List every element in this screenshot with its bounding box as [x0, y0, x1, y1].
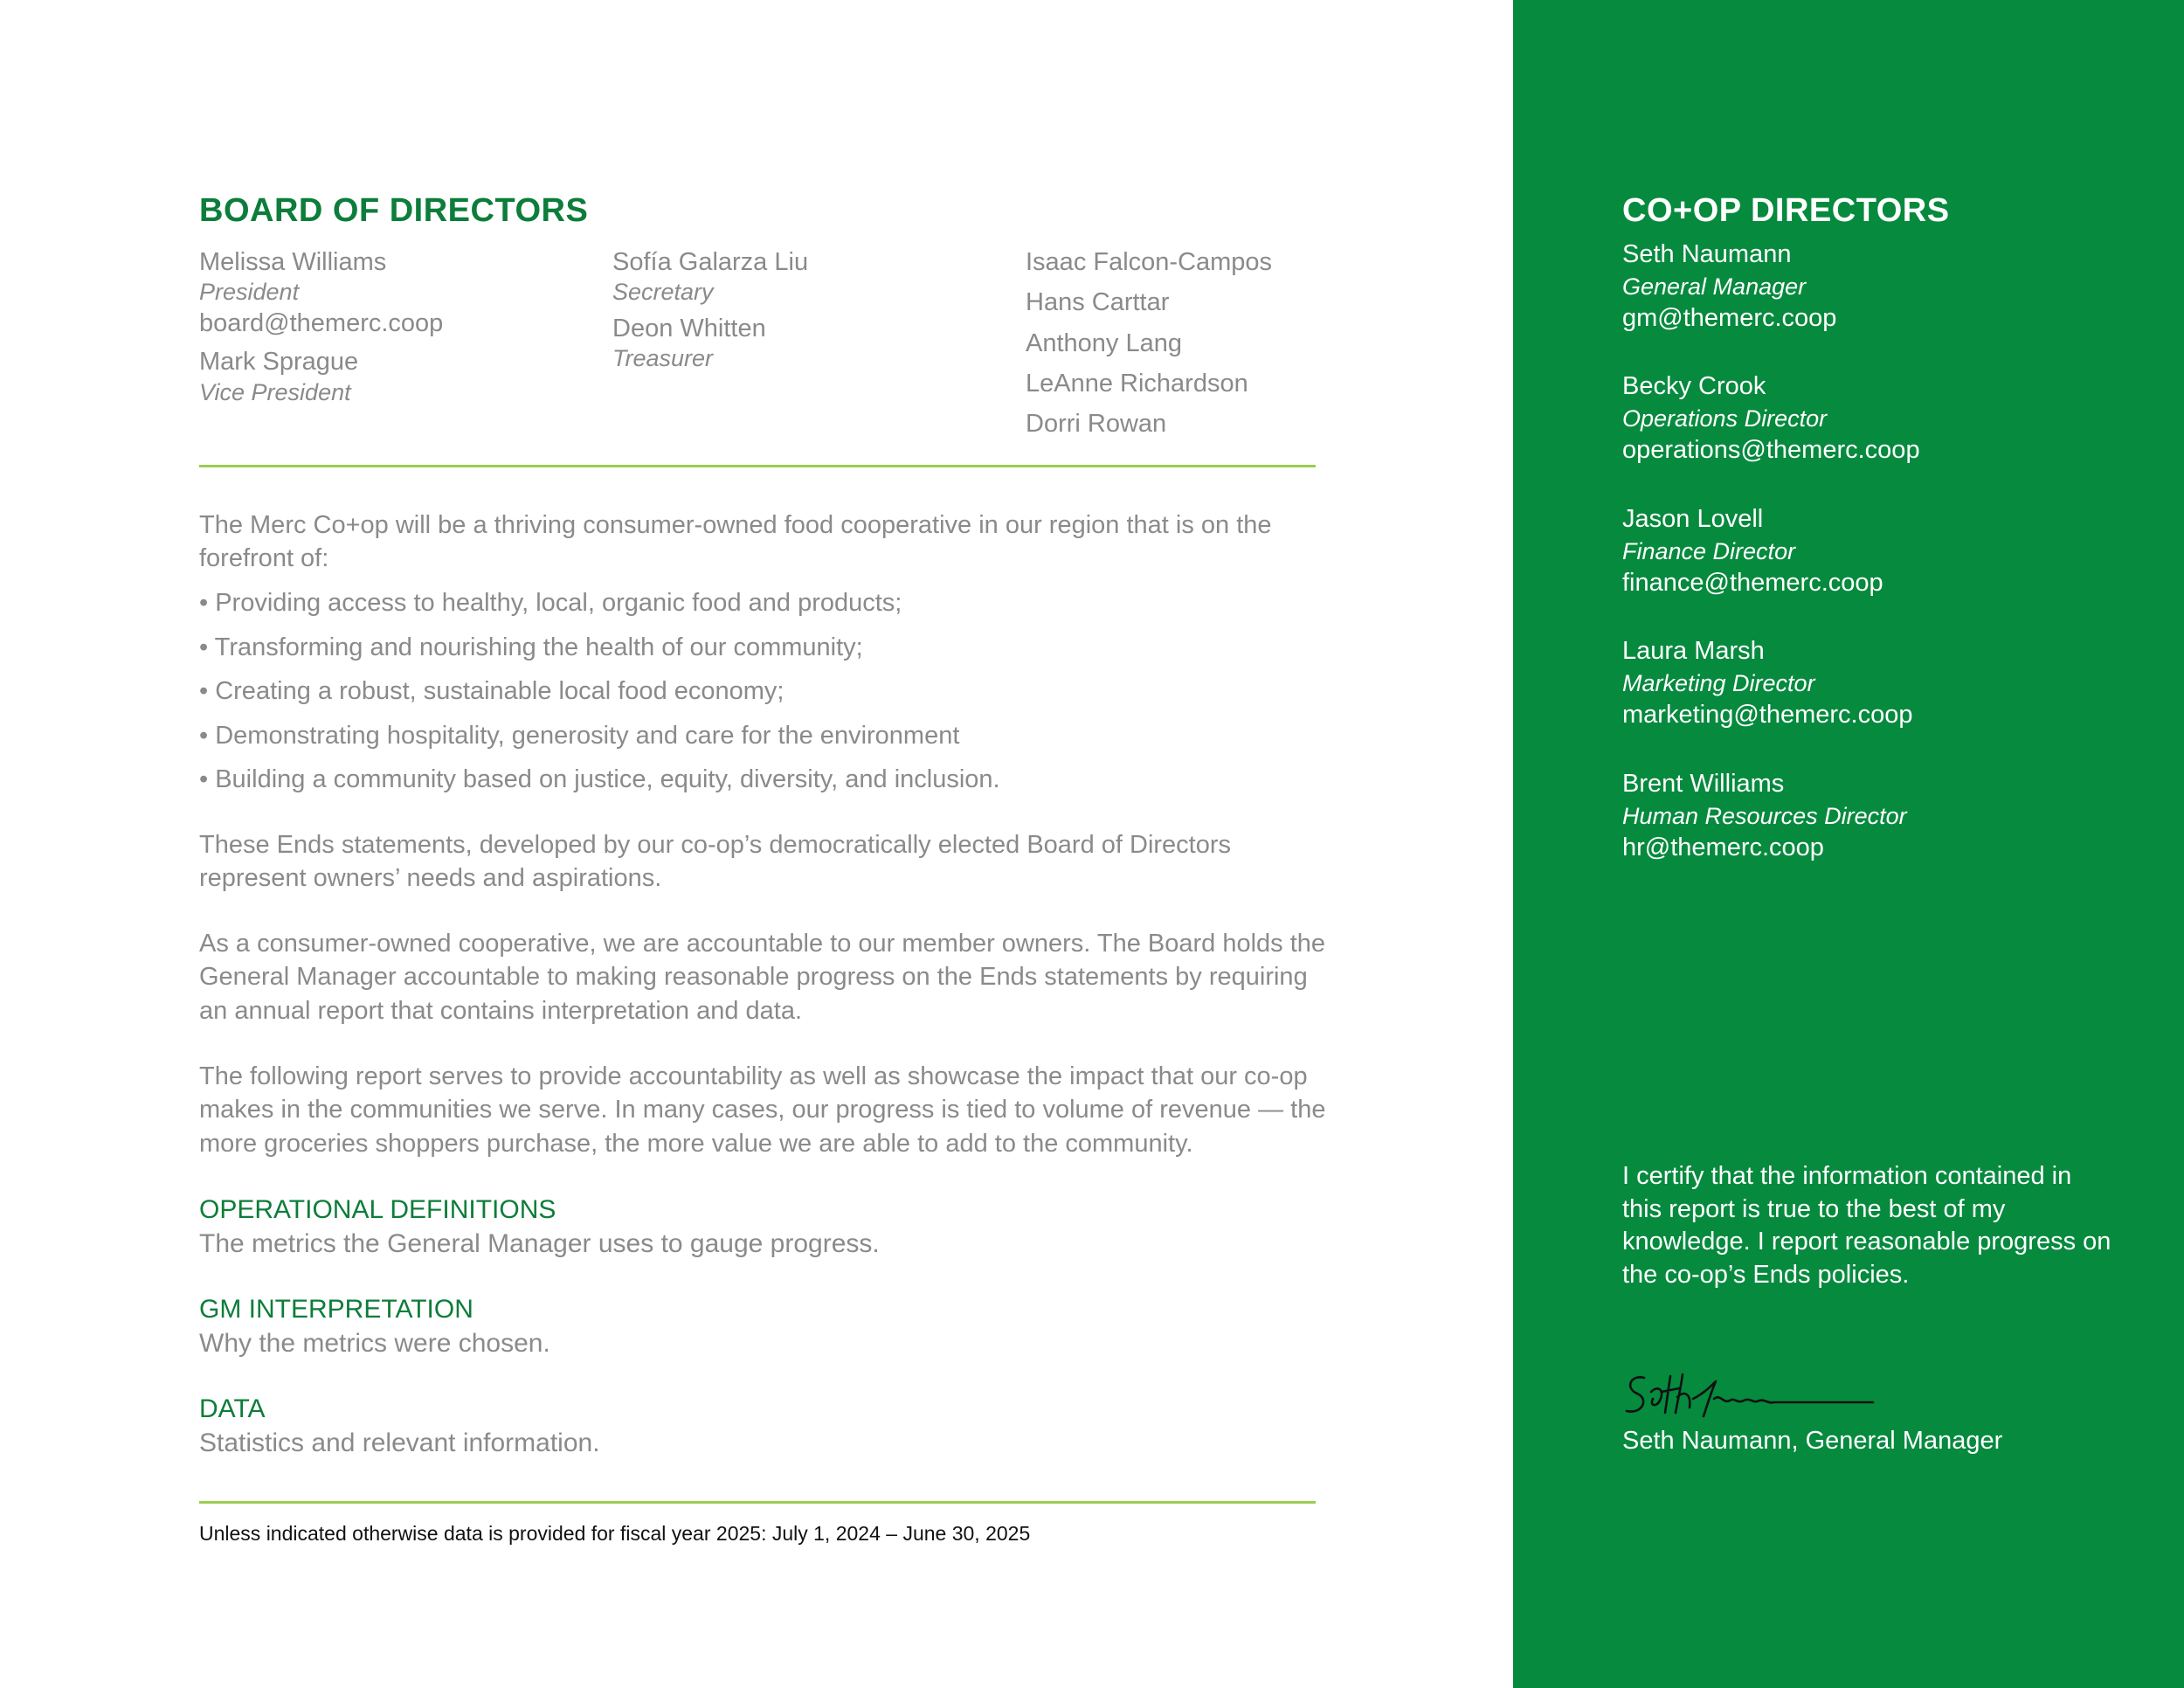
- director-name: Brent Williams: [1622, 770, 1785, 798]
- board-column-officers-2: [612, 246, 808, 379]
- coop-directors-panel: [1513, 0, 2184, 1688]
- board-member-role: President: [199, 279, 300, 306]
- director-role: General Manager: [1622, 273, 1807, 300]
- board-member-name: Mark Sprague: [199, 348, 359, 377]
- director-entry: [1622, 370, 1920, 467]
- director-entry: [1622, 503, 1883, 599]
- ends-list-item: • Creating a robust, sustainable local food economy;: [199, 677, 784, 705]
- director-email-link[interactable]: gm@themerc.coop: [1622, 303, 1837, 332]
- ends-intro: The Merc Co+op will be a thriving consumer-owned food cooperative in our region that is on the forefront of:: [199, 511, 1272, 573]
- board-member-name: Sofía Galarza Liu: [612, 248, 809, 276]
- director-entry: [1622, 768, 1907, 864]
- definition-desc: Statistics and relevant information.: [199, 1429, 600, 1457]
- ends-list: [199, 585, 1000, 806]
- board-member-role: Vice President: [199, 378, 351, 405]
- board-member-role: Treasurer: [612, 345, 714, 372]
- director-email-link[interactable]: marketing@themerc.coop: [1622, 700, 1913, 729]
- board-member-name: Hans Carttar: [1026, 288, 1170, 317]
- director-role: Finance Director: [1622, 537, 1796, 564]
- board-email-link[interactable]: board@themerc.coop: [199, 309, 444, 337]
- ends-list-item: • Providing access to healthy, local, organic food and products;: [199, 589, 902, 617]
- report-paragraph: The following report serves to provide accountability as well as showcase the impact that our co-op makes in the communities we serve. In many cases, our progress is tied to volume of revenue — the more groceries shoppers purchase, the more value we are able to add to the community.: [199, 1062, 1326, 1158]
- director-email-link[interactable]: operations@themerc.coop: [1622, 435, 1920, 464]
- board-member-name: Deon Whitten: [612, 315, 766, 342]
- definition-operational: [199, 1193, 880, 1261]
- board-column-members: [1026, 246, 1272, 448]
- director-role: Human Resources Director: [1622, 802, 1907, 829]
- board-member-name: Melissa Williams: [199, 248, 387, 276]
- board-column-officers-1: [199, 246, 443, 412]
- director-entry: [1622, 239, 1836, 335]
- divider: [199, 465, 1316, 467]
- board-member-name: Anthony Lang: [1026, 329, 1182, 357]
- accountability-paragraph: As a consumer-owned cooperative, we are accountable to our member owners. The Board holds the General Manager accountable to making reasonable progress on the Ends statements by requiring an annual report that contains interpretation and data.: [199, 930, 1326, 1025]
- definition-term: OPERATIONAL DEFINITIONS: [199, 1195, 556, 1224]
- ends-list-item: • Demonstrating hospitality, generosity and care for the environment: [199, 721, 960, 750]
- certification-statement: I certify that the information contained in this report is true to the best of my knowledge. I report reasonable progress on the co-op’s Ends policies.: [1622, 1162, 2111, 1290]
- definition-gm-interpretation: [199, 1292, 550, 1360]
- coop-title: CO+OP DIRECTORS: [1622, 192, 1950, 229]
- divider: [199, 1501, 1316, 1504]
- board-member-role: Secretary: [612, 279, 714, 306]
- ends-list-item: • Building a community based on justice, equity, diversity, and inclusion.: [199, 765, 1000, 793]
- director-entry: [1622, 635, 1912, 731]
- director-email-link[interactable]: hr@themerc.coop: [1622, 833, 1824, 861]
- director-role: Marketing Director: [1622, 669, 1815, 696]
- director-role: Operations Director: [1622, 405, 1828, 432]
- board-member-name: LeAnne Richardson: [1026, 369, 1248, 398]
- signature-caption: Seth Naumann, General Manager: [1622, 1427, 2003, 1455]
- definition-desc: Why the metrics were chosen.: [199, 1329, 550, 1358]
- ends-paragraph: These Ends statements, developed by our co-op’s democratically elected Board of Directors represent owners’ needs and aspirations.: [199, 831, 1232, 893]
- board-member-name: Dorri Rowan: [1026, 410, 1167, 438]
- fiscal-year-footnote: Unless indicated otherwise data is provided for fiscal year 2025: July 1, 2024 – June 30, 2025: [199, 1522, 1031, 1545]
- definition-desc: The metrics the General Manager uses to gauge progress.: [199, 1229, 880, 1258]
- director-name: Laura Marsh: [1622, 637, 1765, 665]
- board-member-name: Isaac Falcon-Campos: [1026, 248, 1273, 276]
- director-name: Jason Lovell: [1622, 505, 1764, 533]
- board-title: BOARD OF DIRECTORS: [199, 192, 589, 229]
- signature: [1620, 1359, 1882, 1429]
- definition-term: DATA: [199, 1394, 266, 1423]
- director-name: Seth Naumann: [1622, 240, 1792, 268]
- director-email-link[interactable]: finance@themerc.coop: [1622, 568, 1883, 597]
- ends-list-item: • Transforming and nourishing the health of our community;: [199, 633, 863, 661]
- definition-data: [199, 1392, 600, 1460]
- director-name: Becky Crook: [1622, 372, 1766, 400]
- definition-term: GM INTERPRETATION: [199, 1295, 473, 1324]
